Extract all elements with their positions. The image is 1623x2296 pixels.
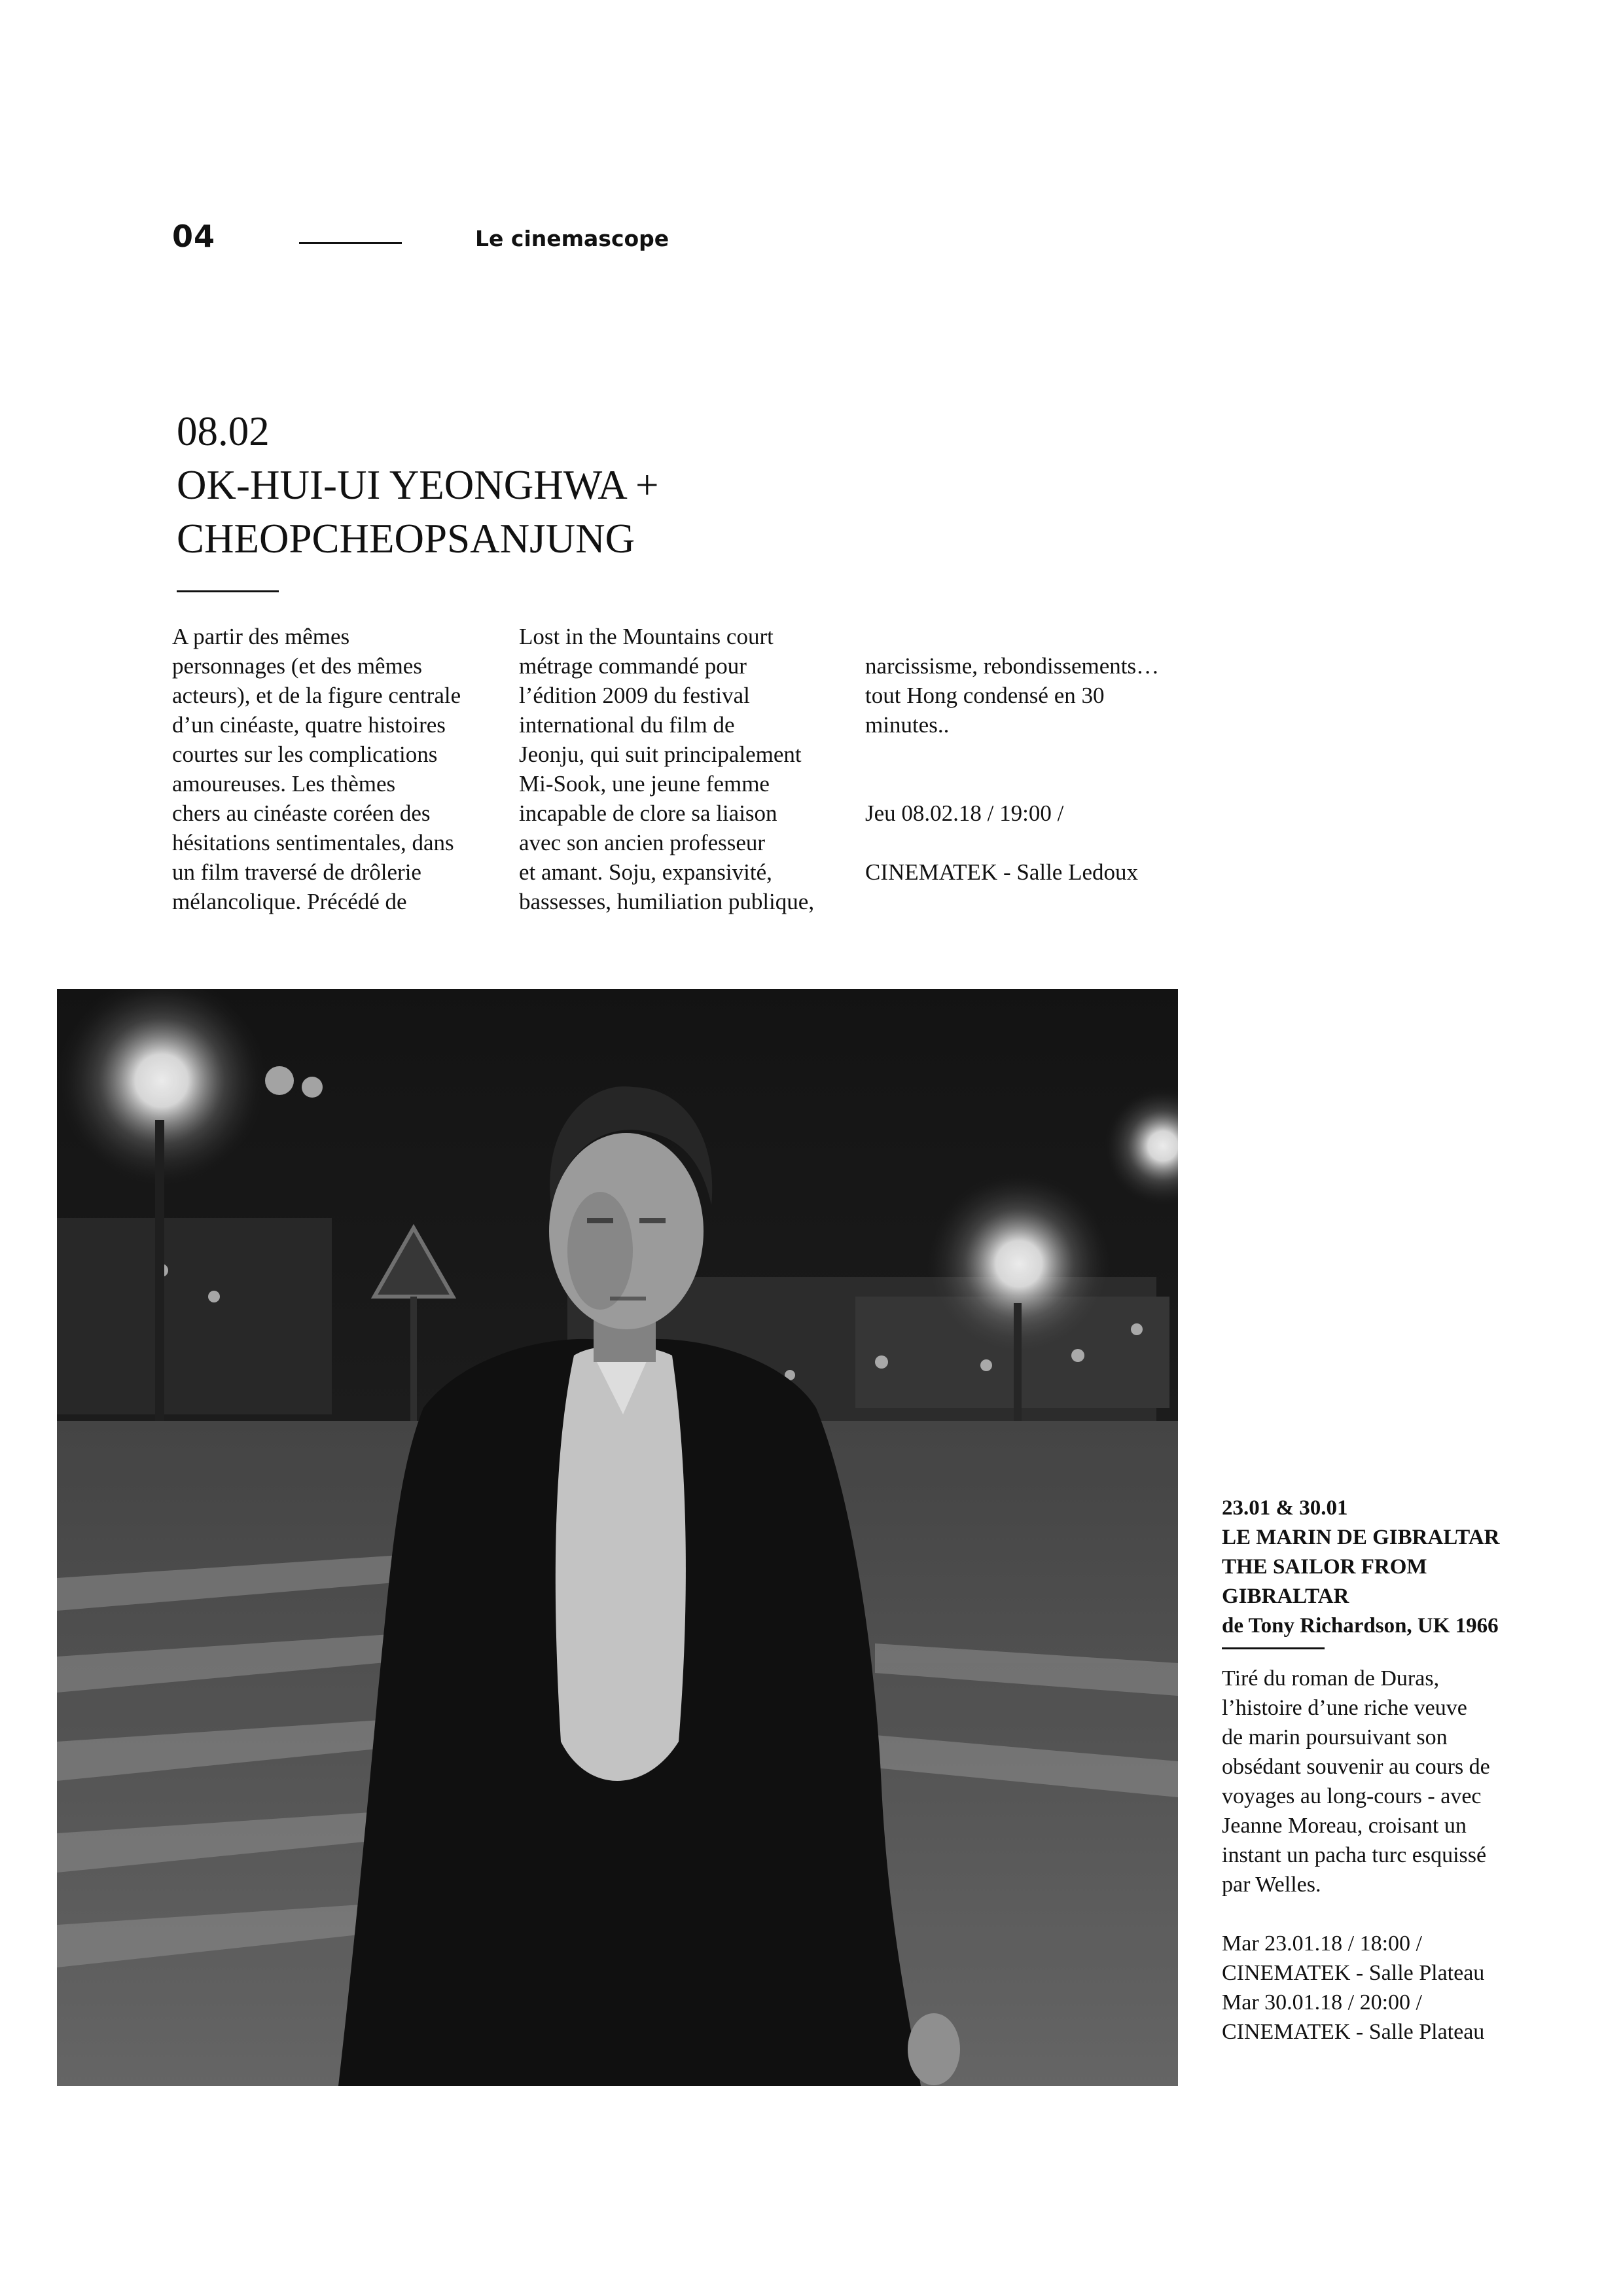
feature-schedule-time: Jeu 08.02.18 / 19:00 /	[865, 800, 1064, 826]
page-number: 04	[172, 219, 216, 254]
feature-title-line-2: CHEOPCHEOPSANJUNG	[177, 516, 635, 562]
sidebar-divider	[1222, 1647, 1325, 1649]
sidebar-dates: 23.01 & 30.01	[1222, 1496, 1348, 1520]
sidebar-schedule-line: CINEMATEK - Salle Plateau	[1222, 2020, 1485, 2044]
sidebar-heading	[1222, 1494, 1588, 1641]
sidebar-title-fr: LE MARIN DE GIBRALTAR	[1222, 1526, 1500, 1549]
sidebar-title-en-line-2: GIBRALTAR	[1222, 1585, 1349, 1608]
film-still-photo	[57, 989, 1178, 2086]
feature-text-column-3	[865, 622, 1205, 916]
sidebar-schedule-line: Mar 23.01.18 / 18:00 /	[1222, 1931, 1422, 1956]
title-divider	[177, 590, 279, 592]
sidebar-schedule-line: Mar 30.01.18 / 20:00 /	[1222, 1990, 1422, 2015]
feature-text-continuation: narcissisme, rebondissements… tout Hong condensé en 30 minutes..	[865, 653, 1160, 738]
feature-date: 08.02	[177, 408, 270, 454]
feature-heading	[177, 404, 1158, 565]
sidebar-schedule	[1222, 1929, 1588, 2047]
feature-text-column-1: A partir des mêmes personnages (et des mêmes acteurs), et de la figure centrale d’un cinéaste, quatre histoires courtes sur les complications amoureuses. Les thèmes chers au cinéaste coréen des hésitations sentimentales, dans un film traversé de drôlerie mélancolique. Précédé de	[172, 624, 461, 914]
sidebar-title-en-line-1: THE SAILOR FROM	[1222, 1555, 1427, 1579]
header-divider	[299, 242, 402, 244]
feature-title-line-1: OK-HUI-UI YEONGHWA +	[177, 462, 659, 508]
feature-schedule-venue: CINEMATEK - Salle Ledoux	[865, 859, 1139, 885]
sidebar-credit: de Tony Richardson, UK 1966	[1222, 1614, 1499, 1638]
section-title: Le cinemascope	[475, 226, 669, 251]
sidebar-listing	[1222, 1494, 1588, 2047]
sidebar-schedule-line: CINEMATEK - Salle Plateau	[1222, 1961, 1485, 1985]
sidebar-description: Tiré du roman de Duras, l’histoire d’une riche veuve de marin poursuivant son obsédant souvenir au cours de voyages au long-cours - avec Jeanne Moreau, croisant un instant un pacha turc esquissé par Welles.	[1222, 1666, 1490, 1897]
feature-text-column-2: Lost in the Mountains court métrage commandé pour l’édition 2009 du festival international du film de Jeonju, qui suit principalement Mi-Sook, une jeune femme incapable de clore sa liaison avec son ancien professeur et amant. Soju, expansivité, bassesses, humiliation publique,	[519, 624, 815, 914]
